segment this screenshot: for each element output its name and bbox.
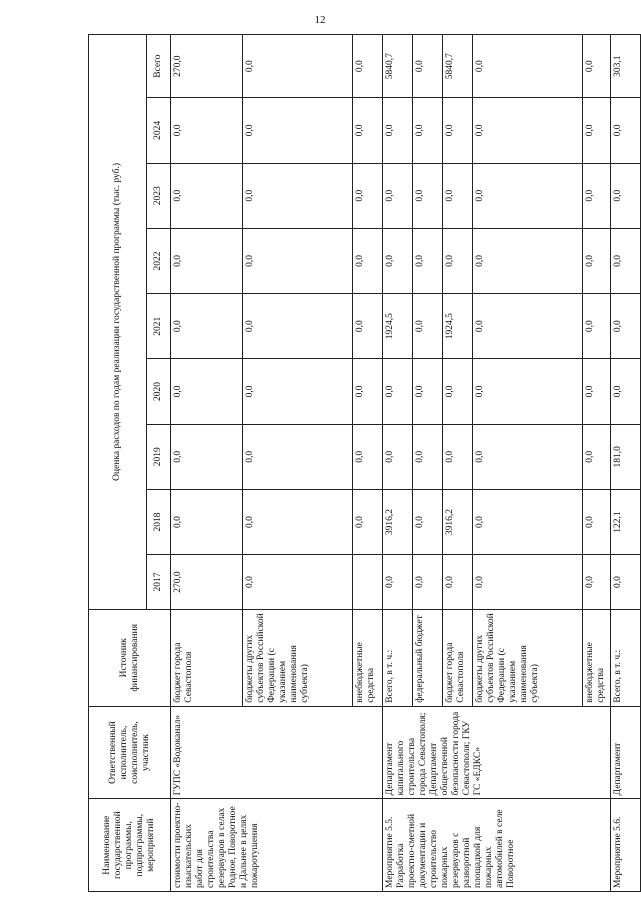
value-cell: 0,0	[353, 35, 383, 98]
value-cell: 0,0	[473, 98, 583, 163]
value-cell: 0,0	[171, 489, 243, 554]
value-cell: 0,0	[473, 424, 583, 489]
funding-source: внебюджетные средства	[583, 609, 611, 706]
value-cell: 0,0	[583, 163, 611, 228]
value-cell: 3916,2	[383, 489, 413, 554]
value-cell	[353, 555, 383, 610]
table-row	[171, 35, 243, 892]
value-cell: 0,0	[413, 424, 443, 489]
value-cell: 0,0	[243, 98, 353, 163]
header-estimate: Оценка расходов по годам реализации государственной программы (тыс. руб.)	[89, 35, 147, 610]
value-cell: 5840,7	[443, 35, 473, 98]
header-year: 2023	[147, 163, 171, 228]
value-cell: 0,0	[353, 424, 383, 489]
value-cell: 1924,5	[443, 294, 473, 359]
value-cell: 0,0	[413, 489, 443, 554]
value-cell: 0,0	[383, 98, 413, 163]
value-cell: 303,1	[611, 35, 641, 98]
value-cell: 0,0	[473, 294, 583, 359]
header-year: 2018	[147, 489, 171, 554]
value-cell: 0,0	[383, 228, 413, 293]
value-cell: 0,0	[443, 228, 473, 293]
value-cell: 0,0	[243, 489, 353, 554]
measure-name: Мероприятие 5.6.	[611, 799, 641, 892]
value-cell: 0,0	[353, 163, 383, 228]
value-cell: 0,0	[473, 35, 583, 98]
header-name: Наименование государственной программы, подпрограммы, мероприятий	[89, 799, 171, 892]
value-cell: 0,0	[243, 555, 353, 610]
value-cell: 0,0	[473, 163, 583, 228]
value-cell: 0,0	[383, 424, 413, 489]
value-cell: 0,0	[583, 489, 611, 554]
value-cell: 0,0	[383, 163, 413, 228]
value-cell: 0,0	[243, 359, 353, 424]
value-cell: 0,0	[443, 98, 473, 163]
header-source: Источник финансирования	[89, 609, 171, 706]
value-cell: 3916,2	[443, 489, 473, 554]
value-cell: 270,0	[171, 35, 243, 98]
value-cell: 0,0	[171, 98, 243, 163]
value-cell: 0,0	[583, 555, 611, 610]
header-year: Всего	[147, 35, 171, 98]
value-cell: 0,0	[473, 359, 583, 424]
header-year: 2020	[147, 359, 171, 424]
value-cell: 0,0	[611, 98, 641, 163]
page-number: 12	[314, 14, 326, 26]
value-cell: 0,0	[243, 424, 353, 489]
header-row	[89, 35, 147, 892]
value-cell: 0,0	[171, 424, 243, 489]
value-cell: 0,0	[583, 359, 611, 424]
value-cell: 0,0	[443, 424, 473, 489]
value-cell: 0,0	[583, 228, 611, 293]
rotated-table-area	[88, 34, 623, 892]
value-cell: 0,0	[243, 163, 353, 228]
value-cell: 122,1	[611, 489, 641, 554]
header-year: 2019	[147, 424, 171, 489]
value-cell: 0,0	[611, 294, 641, 359]
value-cell: 270,0	[171, 555, 243, 610]
measure-executor: ГУПС «Водоканал»	[171, 706, 383, 799]
measure-name: Мероприятие 5.5. Разработка проектно-сметной документации и строительство пожарных резервуаров с разворотной площадкой для пожарных автомобилей в селе Поворотное	[383, 799, 611, 892]
value-cell: 0,0	[413, 228, 443, 293]
budget-table	[88, 34, 641, 892]
funding-source: внебюджетные средства	[353, 609, 383, 706]
header-year: 2021	[147, 294, 171, 359]
value-cell: 0,0	[413, 555, 443, 610]
value-cell: 0,0	[611, 555, 641, 610]
value-cell: 0,0	[171, 294, 243, 359]
table-row	[383, 35, 413, 892]
measure-name: стоимости проектно-изыскательских работ для строительства резервуаров в селах Родное, Поворотное и Дальнее в целях пожаротушения	[171, 799, 383, 892]
value-cell: 0,0	[353, 359, 383, 424]
value-cell: 0,0	[413, 98, 443, 163]
value-cell: 0,0	[243, 228, 353, 293]
value-cell: 0,0	[611, 228, 641, 293]
value-cell: 0,0	[413, 294, 443, 359]
value-cell: 5840,7	[383, 35, 413, 98]
value-cell: 0,0	[473, 555, 583, 610]
value-cell: 0,0	[443, 163, 473, 228]
value-cell: 0,0	[583, 294, 611, 359]
value-cell: 0,0	[383, 359, 413, 424]
header-year: 2022	[147, 228, 171, 293]
funding-source: бюджеты других субъектов Российской Федерации (с указанием наименования субъекта)	[243, 609, 353, 706]
table-row	[611, 35, 641, 892]
funding-source: бюджет города Севастополя	[443, 609, 473, 706]
value-cell: 0,0	[413, 359, 443, 424]
value-cell: 0,0	[583, 35, 611, 98]
value-cell: 0,0	[583, 98, 611, 163]
header-executor: Ответственный исполнитель, соисполнитель, участник	[89, 706, 171, 799]
table-body	[171, 35, 641, 892]
value-cell: 0,0	[243, 35, 353, 98]
measure-executor: Департамент	[611, 706, 641, 799]
value-cell: 0,0	[611, 359, 641, 424]
funding-source: Всего, в т. ч.:	[611, 609, 641, 706]
value-cell: 0,0	[443, 555, 473, 610]
header-year: 2024	[147, 98, 171, 163]
value-cell: 0,0	[473, 489, 583, 554]
value-cell: 0,0	[171, 359, 243, 424]
value-cell: 181,0	[611, 424, 641, 489]
header-year: 2017	[147, 555, 171, 610]
funding-source: Всего, в т. ч.:	[383, 609, 413, 706]
funding-source: бюджет города Севастополя	[171, 609, 243, 706]
value-cell: 0,0	[353, 98, 383, 163]
value-cell: 1924,5	[383, 294, 413, 359]
value-cell: 0,0	[443, 359, 473, 424]
value-cell: 0,0	[473, 228, 583, 293]
value-cell: 0,0	[383, 555, 413, 610]
measure-executor: Департамент капитального строительства города Севастополя; Департамент общественной безопасности города Севастополя; ГКУ ГС «ЕДКС»	[383, 706, 611, 799]
value-cell: 0,0	[413, 163, 443, 228]
value-cell: 0,0	[353, 294, 383, 359]
value-cell: 0,0	[611, 163, 641, 228]
value-cell: 0,0	[243, 294, 353, 359]
value-cell: 0,0	[353, 489, 383, 554]
value-cell: 0,0	[171, 163, 243, 228]
value-cell: 0,0	[353, 228, 383, 293]
funding-source: бюджеты других субъектов Российской Федерации (с указанием наименования субъекта)	[473, 609, 583, 706]
value-cell: 0,0	[583, 424, 611, 489]
funding-source: федеральный бюджет	[413, 609, 443, 706]
value-cell: 0,0	[171, 228, 243, 293]
value-cell: 0,0	[413, 35, 443, 98]
